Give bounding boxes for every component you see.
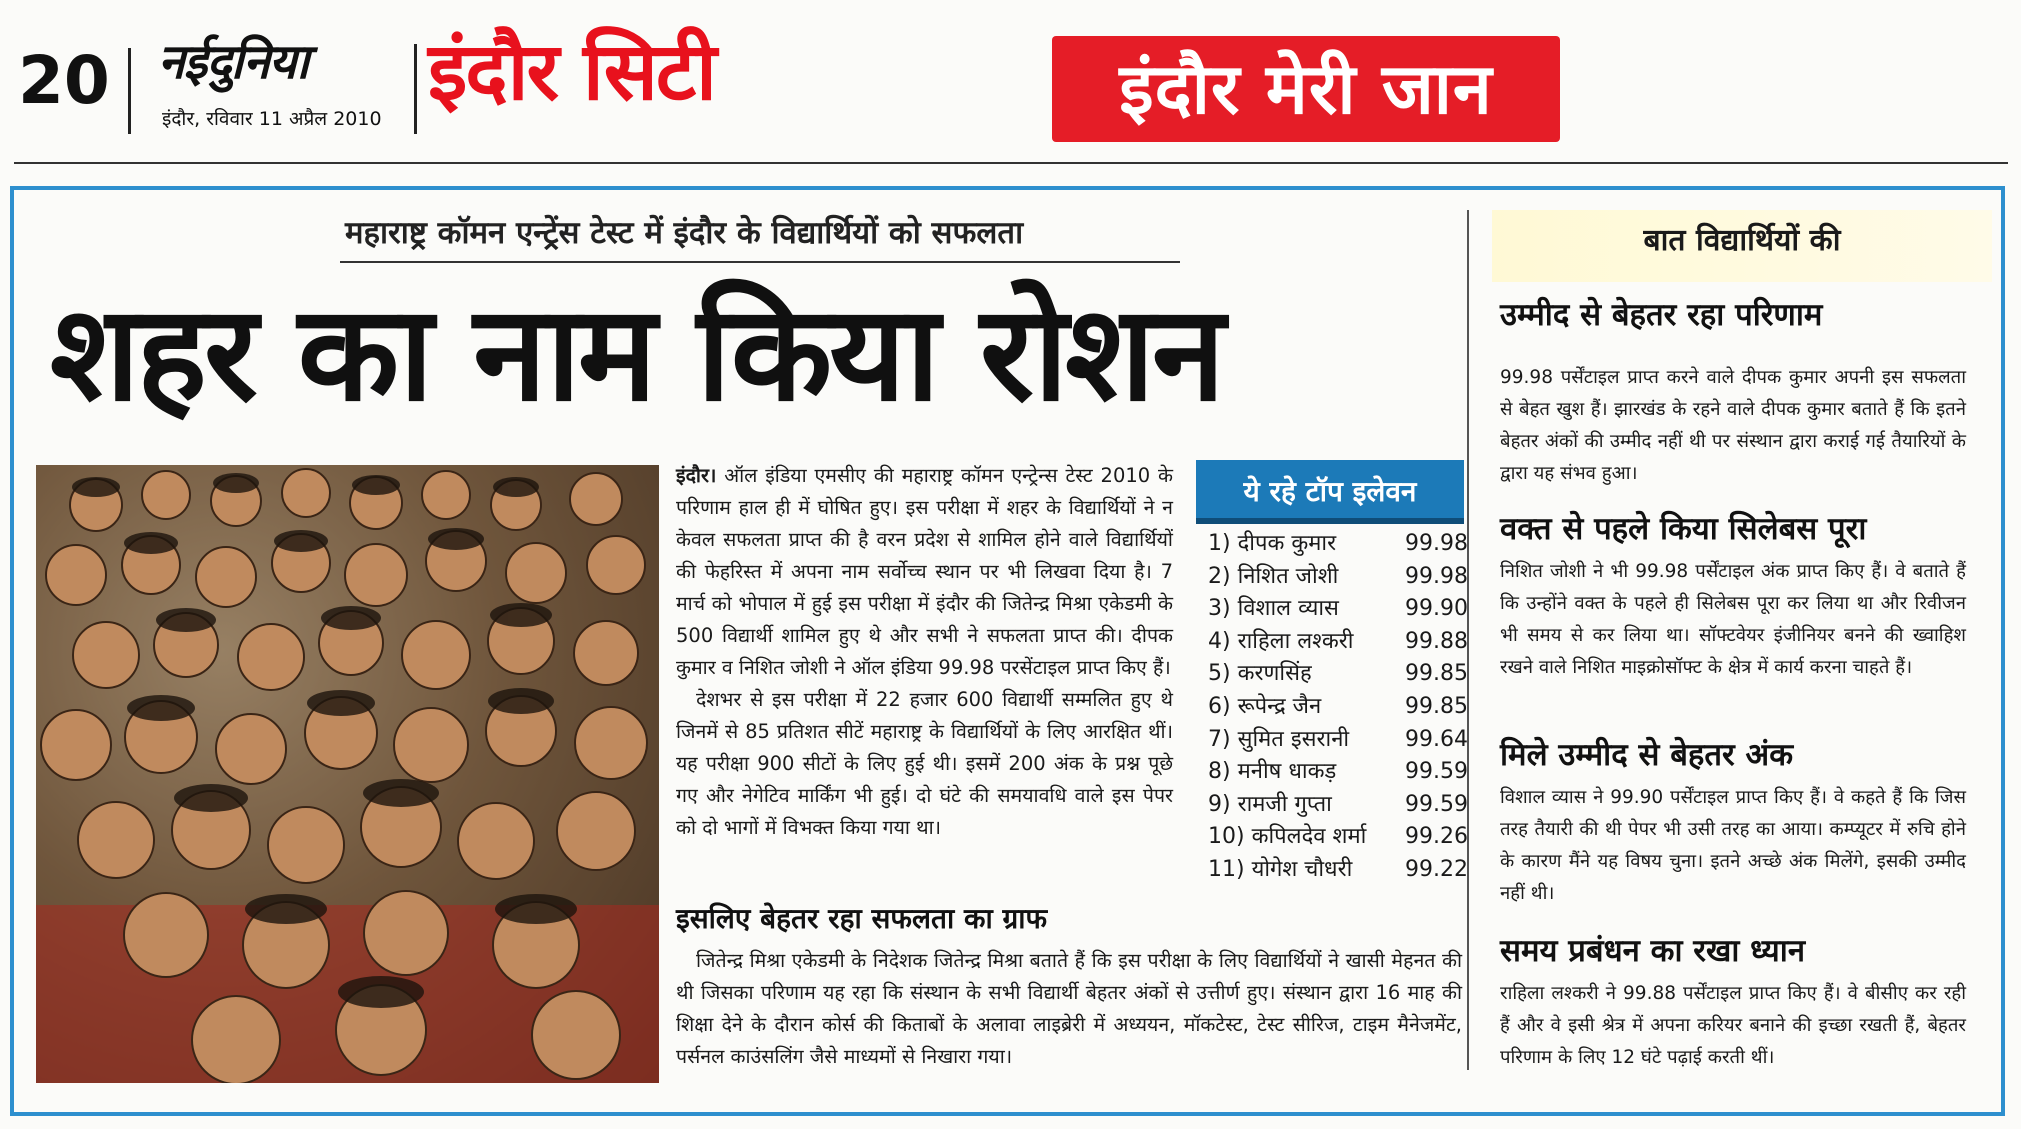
list-item [1208,528,1468,561]
student-name: 8) मनीष धाकड़ [1208,759,1337,785]
student-name: 4) राहिला लश्करी [1208,628,1354,654]
top-rule [14,162,2008,164]
student-score: 99.85 [1405,661,1468,687]
story-headline: शहर का नाम किया रोशन [50,277,1223,431]
list-item [1208,854,1468,887]
list-item [1208,724,1468,757]
section-banner [1052,36,1560,142]
story-subhead: इसलिए बेहतर रहा सफलता का ग्राफ [676,902,1048,935]
sidebar-heading: उम्मीद से बेहतर रहा परिणाम [1500,297,1823,333]
sidebar-paragraph: 99.98 पर्सेंटाइल प्राप्त करने वाले दीपक कुमार अपनी इस सफलता से बेहत खुश हैं। झारखंड के रहने वाले दीपक कुमार बताते हैं कि इतने बेहतर अंकों की उम्मीद नहीं थी पर संस्थान द्वारा कराई गई तैयारियों के द्वारा यह संभव हुआ। [1500,367,1966,484]
student-name: 5) करणसिंह [1208,661,1312,687]
student-name: 10) कपिलदेव शर्मा [1208,824,1367,850]
top-eleven-list [1208,528,1468,887]
divider [128,48,131,134]
student-name: 11) योगेश चौधरी [1208,856,1353,882]
student-score: 99.98 [1405,563,1468,589]
top-eleven-title: ये रहे टॉप इलेवन [1196,460,1464,524]
student-name: 3) विशाल व्यास [1208,596,1339,622]
student-name: 6) रूपेन्द्र जैन [1208,693,1322,719]
story-paragraph-2: देशभर से इस परीक्षा में 22 हजार 600 विद्यार्थी सम्मलित हुए थे जिनमें से 85 प्रतिशत सीटें महाराष्ट्र के विद्यार्थियों के लिए आरक्षित थीं। यह परीक्षा 900 सीटों के लिए हुई थी। इसमें 200 अंक के प्रश्न पूछे गए और नेगेटिव मार्किंग भी हुई। दो घंटे की समयावधि वाले इस पेपर को दो भागों में विभक्त किया गया था। [676,688,1173,839]
student-score: 99.98 [1405,531,1468,556]
sidebar-paragraph: राहिला लश्करी ने 99.88 पर्सेंटाइल प्राप्त किए हैं। वे बीसीए कर रही हैं और वे इसी श्रेत्र में अपना करियर बनाने की इच्छा रखती हैं, बेहतर परिणाम के लिए 12 घंटे पढ़ाई करती थीं। [1500,983,1966,1068]
sidebar-heading: समय प्रबंधन का रखा ध्यान [1500,933,1806,969]
kicker-rule [340,261,1180,263]
student-score: 99.59 [1405,791,1468,817]
list-item [1208,821,1468,854]
student-name: 2) निशित जोशी [1208,563,1339,589]
story-kicker: महाराष्ट्र कॉमन एन्ट्रेंस टेस्ट में इंदौर के विद्यार्थियों को सफलता [345,215,1024,251]
paper-name: नईदुनिया [158,34,309,90]
divider [414,44,417,134]
student-score: 99.90 [1405,596,1468,622]
group-photo-icon [36,465,659,1083]
list-item [1208,691,1468,724]
list-item [1208,789,1468,822]
student-score: 99.64 [1405,726,1468,752]
list-item [1208,658,1468,691]
story-column-1 [676,460,1173,844]
student-score: 99.88 [1405,628,1468,654]
student-score: 99.26 [1405,824,1468,850]
masthead [0,0,2021,150]
student-name: 7) सुमित इसरानी [1208,726,1350,752]
sidebar-paragraph: विशाल व्यास ने 99.90 पर्सेंटाइल प्राप्त किए हैं। वे कहते हैं कि जिस तरह तैयारी की थी पेपर भी उसी तरह का आया। कम्प्यूटर में रुचि होने के कारण मैंने यह विषय चुना। इतने अच्छे अंक मिलेंगे, इसकी उम्मीद नहीं थी। [1500,787,1966,904]
list-item [1208,593,1468,626]
banner-text: इंदौर मेरी जान [1119,48,1493,130]
group-photo [36,465,659,1083]
story-paragraph-3: जितेन्द्र मिश्रा एकेडमी के निदेशक जितेन्द्र मिश्रा बताते हैं कि इस परीक्षा के लिए विद्यार्थियों ने खासी मेहनत की थी जिसका परिणाम यह रहा कि संस्थान के सभी विद्यार्थी बेहतर अंकों से उत्तीर्ण हुए। संस्थान द्वारा 16 माह की शिक्षा देने के दौरान कोर्स की किताबों के अलावा लाइब्रेरी में अध्ययन, मॉकटेस्ट, टेस्ट सीरिज, टाइम मैनेजमेंट, पर्सनल काउंसलिंग जैसे माध्यमों से निखारा गया। [676,949,1462,1068]
dateline-lead: इंदौर। [676,464,717,487]
student-score: 99.22 [1405,856,1468,882]
sidebar-heading: मिले उम्मीद से बेहतर अंक [1500,737,1793,773]
story-paragraph-1: ऑल इंडिया एमसीए की महाराष्ट्र कॉमन एन्ट्रेन्स टेस्ट 2010 के परिणाम हाल ही में घोषित हुए। इस परीक्षा में शहर के विद्यार्थियों ने न केवल सफलता प्राप्त की है वरन प्रदेश से शामिल होने वाले विद्यार्थियों की फेहरिस्त में अपना नाम सर्वोच्च स्थान पर भी लिखवा दिया है। 7 मार्च को भोपाल में हुई इस परीक्षा में इंदौर की जितेन्द्र मिश्रा एकेडमी के 500 विद्यार्थी शामिल हुए थे और सभी ने सफलता प्राप्त की। दीपक कुमार व निशित जोशी ने ऑल इंडिया 99.98 परसेंटाइल प्राप्त किए हैं। [676,464,1173,679]
student-name: 9) रामजी गुप्ता [1208,791,1332,817]
page-number: 20 [18,42,110,119]
list-item [1208,626,1468,659]
section-name: इंदौर सिटी [428,25,715,118]
sidebar-paragraph: निशित जोशी ने भी 99.98 पर्सेंटाइल अंक प्राप्त किए हैं। वे बताते हैं कि उन्होंने वक्त के पहले ही सिलेबस पूरा कर लिया था और रिवीजन भी समय से कर लिया था। सॉफ्टवेयर इंजीनियर बनने की ख्वाहिश रखने वाले निशित माइक्रोसॉफ्ट के क्षेत्र में कार्य करना चाहते हैं। [1500,561,1966,678]
student-name: 1) दीपक कुमार [1208,531,1337,556]
list-item [1208,561,1468,594]
student-score: 99.85 [1405,693,1468,719]
date-line: इंदौर, रविवार 11 अप्रैल 2010 [162,108,382,130]
student-score: 99.59 [1405,759,1468,785]
list-item [1208,756,1468,789]
sidebar-title: बात विद्यार्थियों की [1643,223,1841,258]
sidebar-heading: वक्त से पहले किया सिलेबस पूरा [1500,511,1867,547]
